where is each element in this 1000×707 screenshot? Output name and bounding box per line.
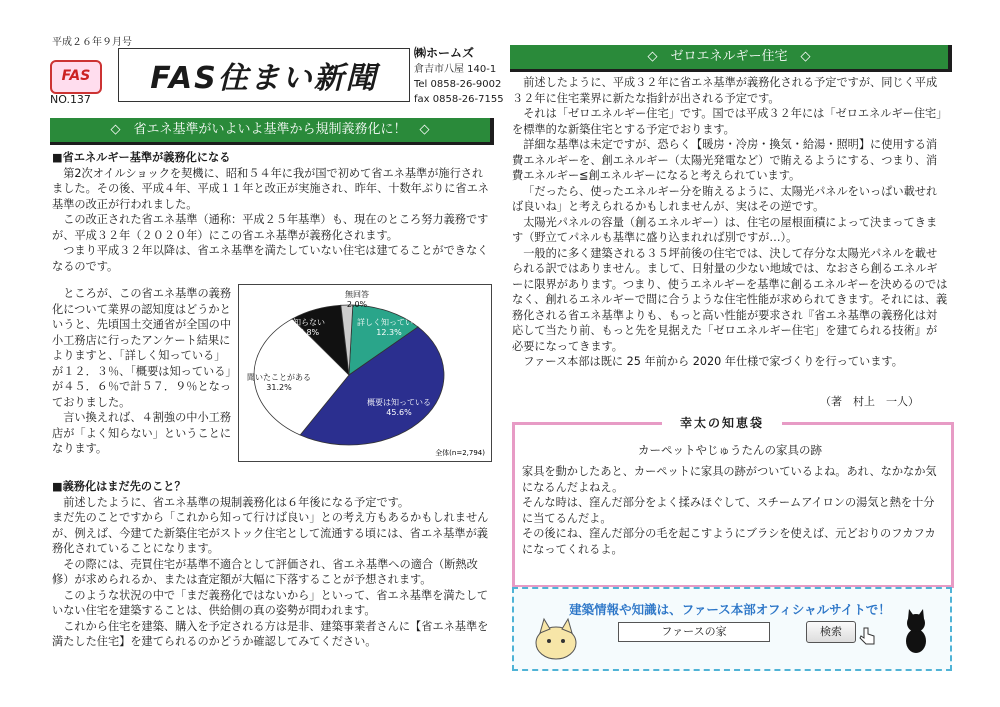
paragraph: 言い換えれば、４割強の中小工務店が「よく知らない」ということになります。 bbox=[52, 411, 232, 455]
company-info bbox=[414, 46, 504, 107]
promo-text: 建築情報や知識は、ファース本部オフィシャルサイトで！ bbox=[569, 602, 891, 617]
paragraph: 詳細な基準は未定ですが、恐らく【暖房・冷房・換気・給湯・照明】に使用する消費エネルギーを、創エネルギー（太陽光発電など）で賄えるようにする、つまり、消費エネルギー≦創エネルギーになると考えられています。 bbox=[512, 138, 938, 182]
pie-slice-value: 31.2% bbox=[266, 383, 292, 392]
fas-logo: FAS bbox=[50, 60, 102, 94]
wisdom-subtitle: カーペットやじゅうたんの家具の跡 bbox=[638, 443, 822, 457]
pie-total-label: 全体(n=2,794) bbox=[435, 449, 485, 457]
pie-slice-value: 45.6% bbox=[386, 408, 412, 417]
pie-slice-label: 知らない bbox=[293, 318, 325, 327]
paragraph: 太陽光パネルの容量（創るエネルギー）は、住宅の屋根面積によって決まってきます（野立てパネルも基準に盛り込まれれば別ですが…）。 bbox=[512, 215, 938, 244]
left-headline: ◇ 省エネ基準がいよいよ基準から規制義務化に！ ◇ bbox=[50, 118, 494, 145]
pie-slice-label: 概要は知っている bbox=[367, 398, 431, 407]
paragraph: ところが、この省エネ基準の義務化について業界の認知度はどうかというと、先頃国土交通省が全国の中小工務店に行ったアンケート結果によりますと、「詳しく知っている」が１２．３％、「概要は知っている」が４５．６％で計５７．９％となっておりました。 bbox=[52, 287, 232, 409]
issue-date: 平成２６年９月号 bbox=[52, 37, 132, 48]
paragraph: まだ先のことですから「これから知って行けば良い」との考え方もあるかもしれませんが、例えば、今建てた新築住宅がストック住宅として流通する頃には、省エネ基準が義務化されていることになります。 bbox=[52, 511, 489, 555]
paragraph: この改正された省エネ基準（通称：平成２５年基準）も、現在のところ努力義務ですが、平成３２年（２０２０年）にこの省エネ基準が義務化されます。 bbox=[52, 213, 489, 242]
right-article bbox=[512, 75, 948, 370]
left-article-middle bbox=[52, 286, 232, 457]
search-button[interactable]: 検索 bbox=[806, 621, 856, 643]
company-fax: fax 0858-26-7155 bbox=[414, 94, 504, 105]
survey-pie-chart bbox=[238, 284, 492, 462]
company-tel: Tel 0858-26-9002 bbox=[414, 79, 502, 90]
paragraph: 第2次オイルショックを契機に、昭和５４年に我が国で初めて省エネ基準が施行されました。その後、平成４年、平成１１年と改正が実施され、昨年、十数年ぶりに省エネ基準の改正が行われました。 bbox=[52, 166, 489, 211]
search-input[interactable]: ファースの家 bbox=[618, 622, 770, 642]
cat-icon bbox=[526, 613, 586, 663]
pie-svg bbox=[239, 285, 491, 461]
author-credit: （著 村上 一人） bbox=[820, 395, 919, 408]
right-headline: ◇ ゼロエネルギー住宅 ◇ bbox=[510, 45, 952, 72]
wisdom-body bbox=[522, 464, 942, 557]
pie-slice-label: 聞いたことがある bbox=[247, 373, 311, 382]
pie-slice-value: 8.8% bbox=[298, 328, 320, 337]
pie-slice-label: 無回答 bbox=[345, 290, 369, 299]
left-article-bottom bbox=[52, 479, 492, 650]
paragraph: 「だったら、使ったエネルギー分を賄えるように、太陽光パネルをいっぱい載せれば良いね」と考えられるかもしれませんが、実はその逆です。 bbox=[512, 184, 938, 213]
subheading-mandatory: ■省エネルギー基準が義務化になる bbox=[52, 151, 231, 164]
company-name: ㈱ホームズ bbox=[414, 46, 475, 60]
paragraph: 家具を動かしたあと、カーペットに家具の跡がついているよね。あれ、なかなか気になるんだよねえ。 bbox=[522, 465, 937, 494]
paragraph: 前述したように、平成３２年に省エネ基準が義務化される予定ですが、同じく平成３２年に住宅業界に新たな指針が出される予定です。 bbox=[512, 76, 938, 105]
paragraph: 一般的に多く建築される３５坪前後の住宅では、決して存分な太陽光パネルを載せられる訳ではありません。まして、日射量の少ない地域では、なおさら創るエネルギーに限界があります。つまり、使うエネルギーを基準に創るエネルギーを決めるのではなく、創れるエネルギーで間に合うような住宅性能が求められてきます。それには、義務化される省エネ基準よりも、もっと高い性能が要求され『省エネ基準の義務化は対応して当たり前、もっと先を見据えた「ゼロエネルギー住宅」を建てられる技術』が必要になってきます。 bbox=[512, 246, 948, 353]
paragraph: このような状況の中で「まだ義務化ではないから」といって、省エネ基準を満たしていない住宅を建築することは、供給側の真の姿勢が問われます。 bbox=[52, 588, 489, 617]
company-address: 倉吉市八屋 140-1 bbox=[414, 64, 497, 75]
pie-slice-label: 詳しく知っている bbox=[357, 318, 421, 327]
paragraph: その後にね、窪んだ部分の毛を起こすようにブラシを使えば、元どおりのフカフカになってくれるよ。 bbox=[522, 527, 936, 556]
newspaper-title: FAS住まい新聞 bbox=[118, 48, 410, 102]
pie-slice-value: 2.0% bbox=[346, 300, 368, 309]
left-article-top bbox=[52, 150, 492, 274]
pointer-hand-icon bbox=[858, 626, 878, 646]
paragraph: それは「ゼロエネルギー住宅」です。国では平成３２年には「ゼロエネルギー住宅」を標準的な新築住宅とする予定でおります。 bbox=[512, 107, 948, 136]
paragraph: その際には、売買住宅が基準不適合として評価され、省エネ基準への適合（断熱改修）が求められるか、または査定額が大幅に下落することが予想されます。 bbox=[52, 557, 478, 586]
wisdom-title: 幸太の知恵袋 bbox=[662, 414, 782, 431]
paragraph: 前述したように、省エネ基準の規制義務化は６年後になる予定です。 bbox=[63, 495, 410, 509]
subheading-not-yet: ■義務化はまだ先のこと？ bbox=[52, 480, 186, 493]
paragraph: ファース本部は既に 25 年前から 2020 年仕様で家づくりを行っています。 bbox=[523, 355, 903, 368]
issue-number: NO.137 bbox=[50, 93, 91, 106]
paragraph: これから住宅を建築、購入を予定される方は是非、建築事業者さんに【省エネ基準を満たした住宅】を建てられるのかどうか確認してみてください。 bbox=[52, 619, 489, 648]
paragraph: つまり平成３２年以降は、省エネ基準を満たしていない住宅は建てることができなくなるのです。 bbox=[52, 244, 489, 273]
pie-slice-value: 12.3% bbox=[376, 328, 402, 337]
paragraph: そんな時は、窪んだ部分をよく揉みほぐして、スチームアイロンの湯気と熱を十分に当てるんだよ。 bbox=[522, 496, 935, 525]
